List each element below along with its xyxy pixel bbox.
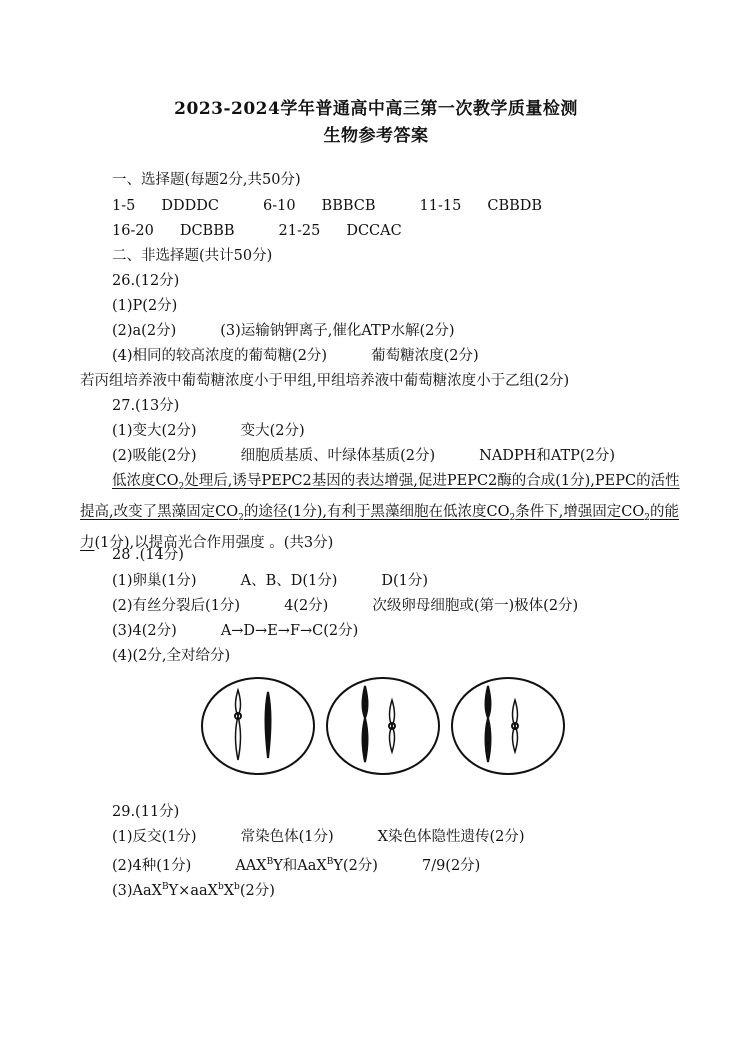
superscript: B xyxy=(161,882,169,892)
answer-text: (3)AaX xyxy=(112,882,162,899)
q27-line-2 xyxy=(112,446,615,466)
para-text: (1分),以提高光合作用强度 。(共3分) xyxy=(94,534,334,551)
q27-paragraph xyxy=(80,469,684,556)
answers: DDDDC xyxy=(161,198,219,214)
answer-text: 4(2分) xyxy=(284,598,329,614)
answer-text: D(1分) xyxy=(381,573,429,589)
superscript: B xyxy=(326,857,334,867)
answer-text: 次级卵母细胞或(第一)极体(2分) xyxy=(372,598,579,614)
answer-text: (3)4(2分) xyxy=(112,623,177,639)
answer-row-1 xyxy=(112,196,542,216)
para-text: 的途径(1分),有利于黑藻细胞 xyxy=(243,503,429,520)
cell-1 xyxy=(202,678,314,774)
cell-2 xyxy=(327,678,439,774)
answer-row-2 xyxy=(112,221,402,241)
answer-text: 变大(2分) xyxy=(240,423,305,439)
subscript: 2 xyxy=(509,512,516,523)
answer-text: 葡萄糖浓度(2分) xyxy=(371,348,479,364)
para-text: 处理后,诱导PEPC2基因的表达增强,促进PEPC2酶的合成(1分),PEPC的活性提高,改变了黑藻固定CO xyxy=(80,473,680,520)
q28-line-1 xyxy=(112,571,428,591)
subscript: 2 xyxy=(644,512,651,523)
q28-line-2 xyxy=(112,596,578,616)
answers: DCBBB xyxy=(179,223,235,239)
q27-heading: 27.(13分) xyxy=(112,398,180,414)
answer-text: (2分) xyxy=(239,882,275,899)
superscript: b xyxy=(234,882,240,892)
range-label: 6-10 xyxy=(262,198,296,214)
answer-text: (1)变大(2分) xyxy=(112,423,197,439)
section1-heading: 一、选择题(每题2分,共50分) xyxy=(112,172,301,188)
superscript: b xyxy=(217,882,224,892)
q29-line-1 xyxy=(112,827,525,847)
para-text: 在低浓度CO xyxy=(428,503,510,520)
answer-text: 7/9(2分) xyxy=(421,857,481,874)
q29-heading: 29.(11分) xyxy=(112,804,180,820)
q29-line-3 xyxy=(112,877,275,901)
q26-heading: 26.(12分) xyxy=(112,273,180,289)
answer-text: X染色体隐性遗传(2分) xyxy=(377,829,525,845)
title-line-1: 2023-2024学年普通高中高三第一次教学质量检测 xyxy=(174,99,578,119)
superscript: B xyxy=(266,857,274,867)
range-label: 21-25 xyxy=(278,223,321,239)
subscript: 2 xyxy=(178,481,185,492)
q26-line-2 xyxy=(112,321,455,341)
q27-line-1 xyxy=(112,421,305,441)
answer-text: (2)有丝分裂后(1分) xyxy=(112,598,241,614)
answers: CBBDB xyxy=(487,198,543,214)
answer-text: X xyxy=(223,882,235,899)
q28-line-3 xyxy=(112,621,358,641)
answer-text: (4)相同的较高浓度的葡萄糖(2分) xyxy=(112,348,328,364)
range-label: 11-15 xyxy=(419,198,462,214)
subscript: 2 xyxy=(238,512,244,523)
cell-division-figure xyxy=(200,676,570,776)
answers: DCCAC xyxy=(346,223,402,239)
para-text: 的能力 xyxy=(80,503,680,551)
answer-text: (1)卵巢(1分) xyxy=(112,573,197,589)
q29-line-2 xyxy=(112,852,480,876)
q26-line-1: (1)P(2分) xyxy=(112,298,178,314)
answer-text: 细胞质基质、叶绿体基质(2分) xyxy=(240,448,436,464)
answer-text: (2)a(2分) xyxy=(112,323,177,339)
answer-text: Y和AaX xyxy=(273,857,327,874)
answer-text: Y(2分) xyxy=(333,857,378,874)
q26-line-4: 若丙组培养液中葡萄糖浓度小于甲组,甲组培养液中葡萄糖浓度小于乙组(2分) xyxy=(80,373,570,389)
answer-text: (1)反交(1分) xyxy=(112,829,197,845)
answer-text: AAX xyxy=(235,857,267,874)
answers: BBBCB xyxy=(321,198,376,214)
para-text: 低浓度CO xyxy=(112,473,179,489)
answer-text: Y×aaX xyxy=(168,882,218,899)
answer-text: A、B、D(1分) xyxy=(240,573,338,589)
cell-3 xyxy=(452,678,564,774)
q26-line-3 xyxy=(112,346,479,366)
answer-text: A→D→E→F→C(2分) xyxy=(220,623,359,639)
answer-text: (3)运输钠钾离子,催化ATP水解(2分) xyxy=(220,323,455,339)
para-text: 条件下,增强固定CO xyxy=(515,503,645,520)
answer-text: (2)吸能(2分) xyxy=(112,448,197,464)
answer-text: 常染色体(1分) xyxy=(240,829,334,845)
answer-text: (2)4种(1分) xyxy=(112,857,192,874)
section2-heading: 二、非选择题(共计50分) xyxy=(112,248,273,264)
q28-heading: 28 .(14分) xyxy=(112,547,184,563)
range-label: 1-5 xyxy=(112,198,136,214)
title-line-2: 生物参考答案 xyxy=(323,126,429,146)
range-label: 16-20 xyxy=(112,223,154,239)
answer-text: NADPH和ATP(2分) xyxy=(479,448,615,464)
q28-line-4: (4)(2分,全对给分) xyxy=(112,648,231,664)
